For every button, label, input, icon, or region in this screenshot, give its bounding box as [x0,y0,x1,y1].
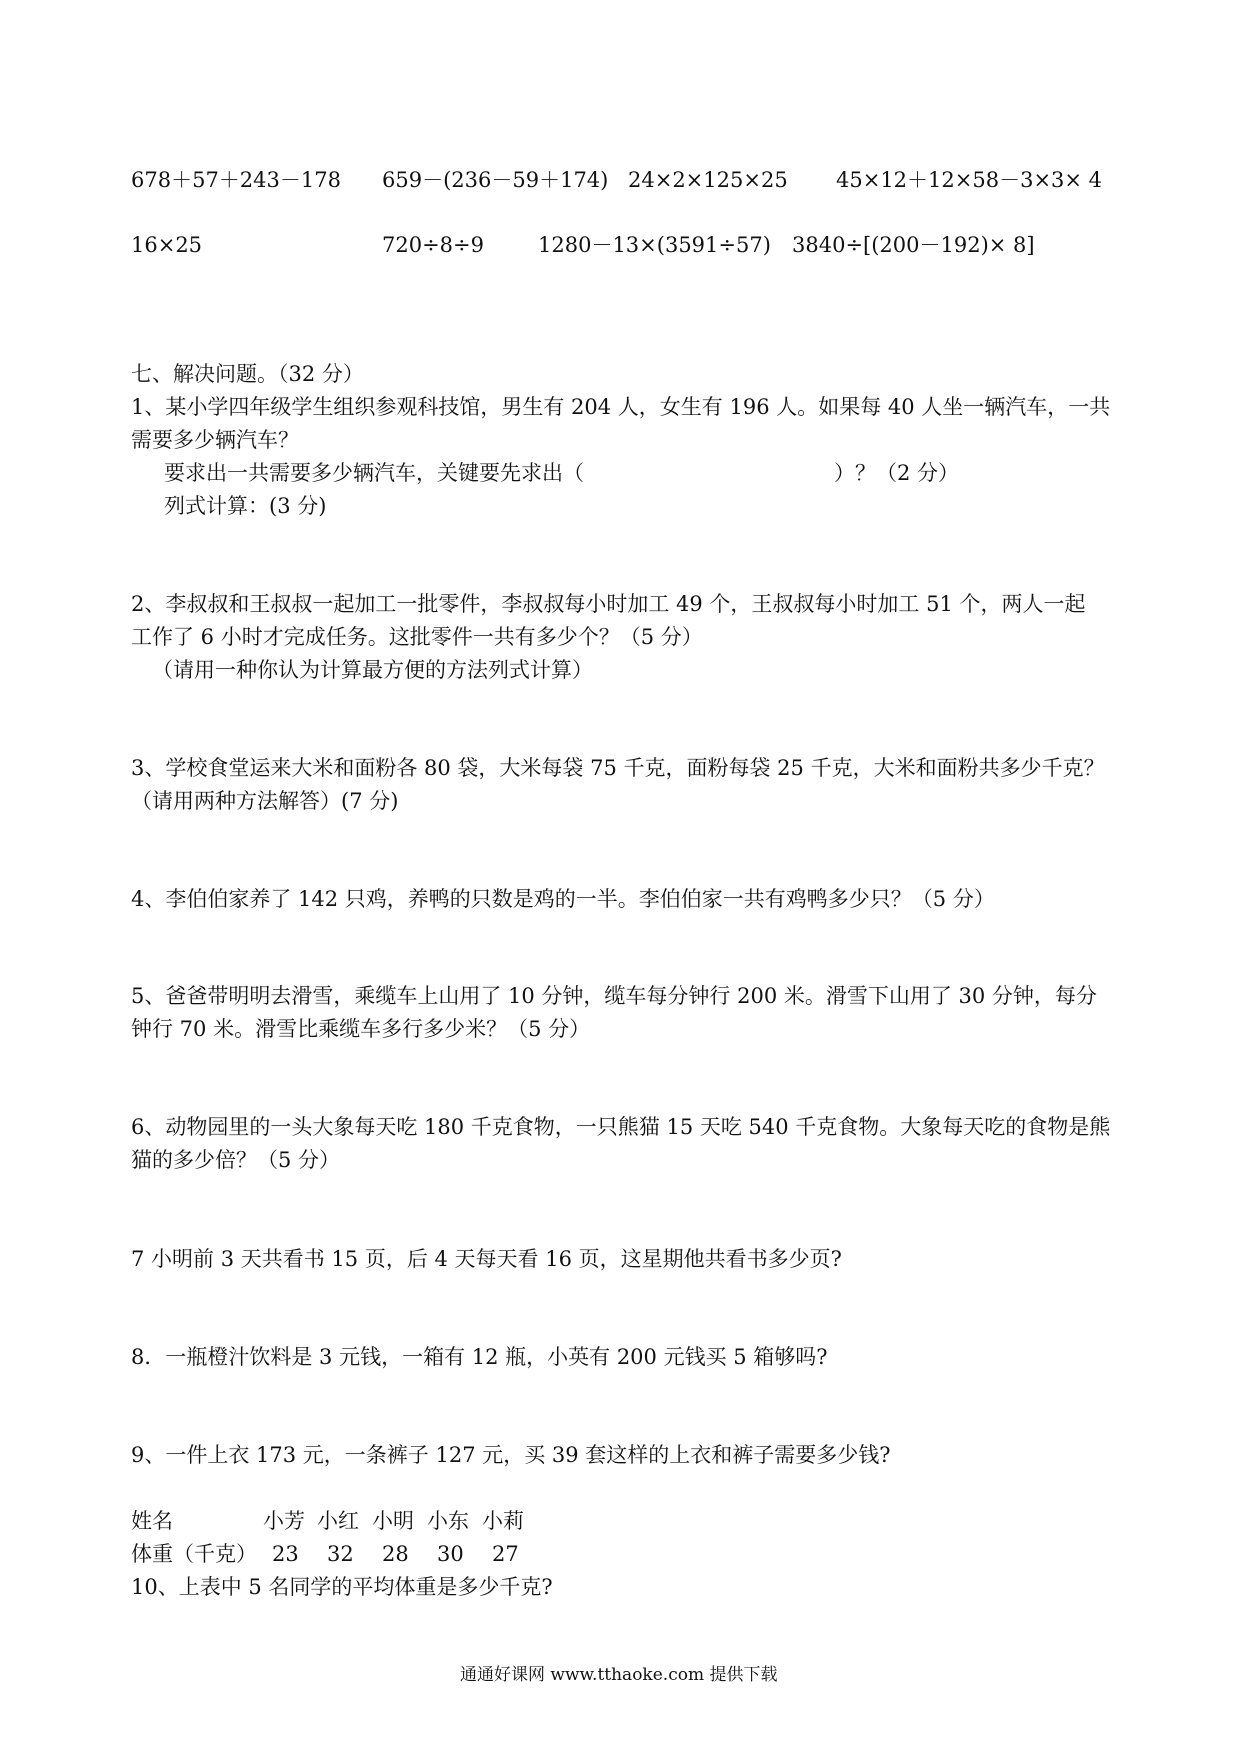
q3-line1: 3、学校食堂运来大米和面粉各 80 袋，大米每袋 75 千克，面粉每袋 25 千克，大米和面粉共多少千克？ [131,756,1105,780]
calc-row1-item2: 659－(236－59＋174) [382,168,609,192]
table-name-1: 小芳 [263,1509,305,1533]
calc-row2-item4: 3840÷[(200－192)× 8] [792,233,1035,257]
calc-row2-item1: 16×25 [131,233,203,257]
table-weight-1: 23 [272,1542,299,1566]
table-row-label: 体重（千克） [131,1542,257,1566]
q6-line2: 猫的多少倍？（5 分） [131,1148,341,1172]
q6-line1: 6、动物园里的一头大象每天吃 180 千克食物，一只熊猫 15 天吃 540 千克食物。大象每天吃的食物是熊 [131,1115,1111,1139]
section-title: 七、解决问题。（32 分） [131,362,364,386]
table-weight-3: 28 [382,1542,409,1566]
q1-sub2: 列式计算：(3 分) [164,494,327,518]
q2-line1: 2、李叔叔和王叔叔一起加工一批零件，李叔叔每小时加工 49 个，王叔叔每小时加工 51 个，两人一起 [131,592,1086,616]
q1-sub1: 要求出一共需要多少辆汽车，关键要先求出（ [164,461,584,485]
q7-line1: 7 小明前 3 天共看书 15 页，后 4 天每天看 16 页，这星期他共看书多少页? [131,1247,842,1271]
calc-row2-item3: 1280－13×(3591÷57) [538,233,771,257]
q1-sub1-end: ）？（2 分） [834,461,960,485]
footer-text: 通通好课网 www.tthaoke.com 提供下载 [460,1665,778,1685]
table-name-5: 小莉 [482,1509,524,1533]
calc-row1-item1: 678＋57＋243－178 [131,168,341,192]
table-weight-5: 27 [492,1542,519,1566]
calc-row1-item3: 24×2×125×25 [628,168,788,192]
q5-line2: 钟行 70 米。滑雪比乘缆车多行多少米？（5 分） [131,1017,591,1041]
table-header-label: 姓名 [131,1509,173,1533]
table-name-4: 小东 [427,1509,469,1533]
q2-line2: 工作了 6 小时才完成任务。这批零件一共有多少个？（5 分） [131,625,703,649]
table-name-2: 小红 [317,1509,359,1533]
q3-line2: （请用两种方法解答）(7 分) [131,789,399,813]
q4-line1: 4、李伯伯家养了 142 只鸡，养鸭的只数是鸡的一半。李伯伯家一共有鸡鸭多少只？（5 分） [131,887,995,911]
q10-line1: 10、上表中 5 名同学的平均体重是多少千克? [131,1575,553,1599]
q9-line1: 9、一件上衣 173 元，一条裤子 127 元，买 39 套这样的上衣和裤子需要多少钱? [131,1443,891,1467]
calc-row2-item2: 720÷8÷9 [382,233,484,257]
q2-line3: （请用一种你认为计算最方便的方法列式计算） [152,658,593,682]
table-weight-4: 30 [437,1542,464,1566]
q1-line2: 需要多少辆汽车？ [131,428,299,452]
table-weight-2: 32 [327,1542,354,1566]
q1-line1: 1、某小学四年级学生组织参观科技馆，男生有 204 人，女生有 196 人。如果每 40 人坐一辆汽车，一共 [131,395,1111,419]
calc-row1-item4: 45×12＋12×58－3×3× 4 [836,168,1103,192]
q8-line1: 8．一瓶橙汁饮料是 3 元钱，一箱有 12 瓶，小英有 200 元钱买 5 箱够吗? [131,1345,828,1369]
q5-line1: 5、爸爸带明明去滑雪，乘缆车上山用了 10 分钟，缆车每分钟行 200 米。滑雪下山用了 30 分钟，每分 [131,984,1097,1008]
table-name-3: 小明 [372,1509,414,1533]
